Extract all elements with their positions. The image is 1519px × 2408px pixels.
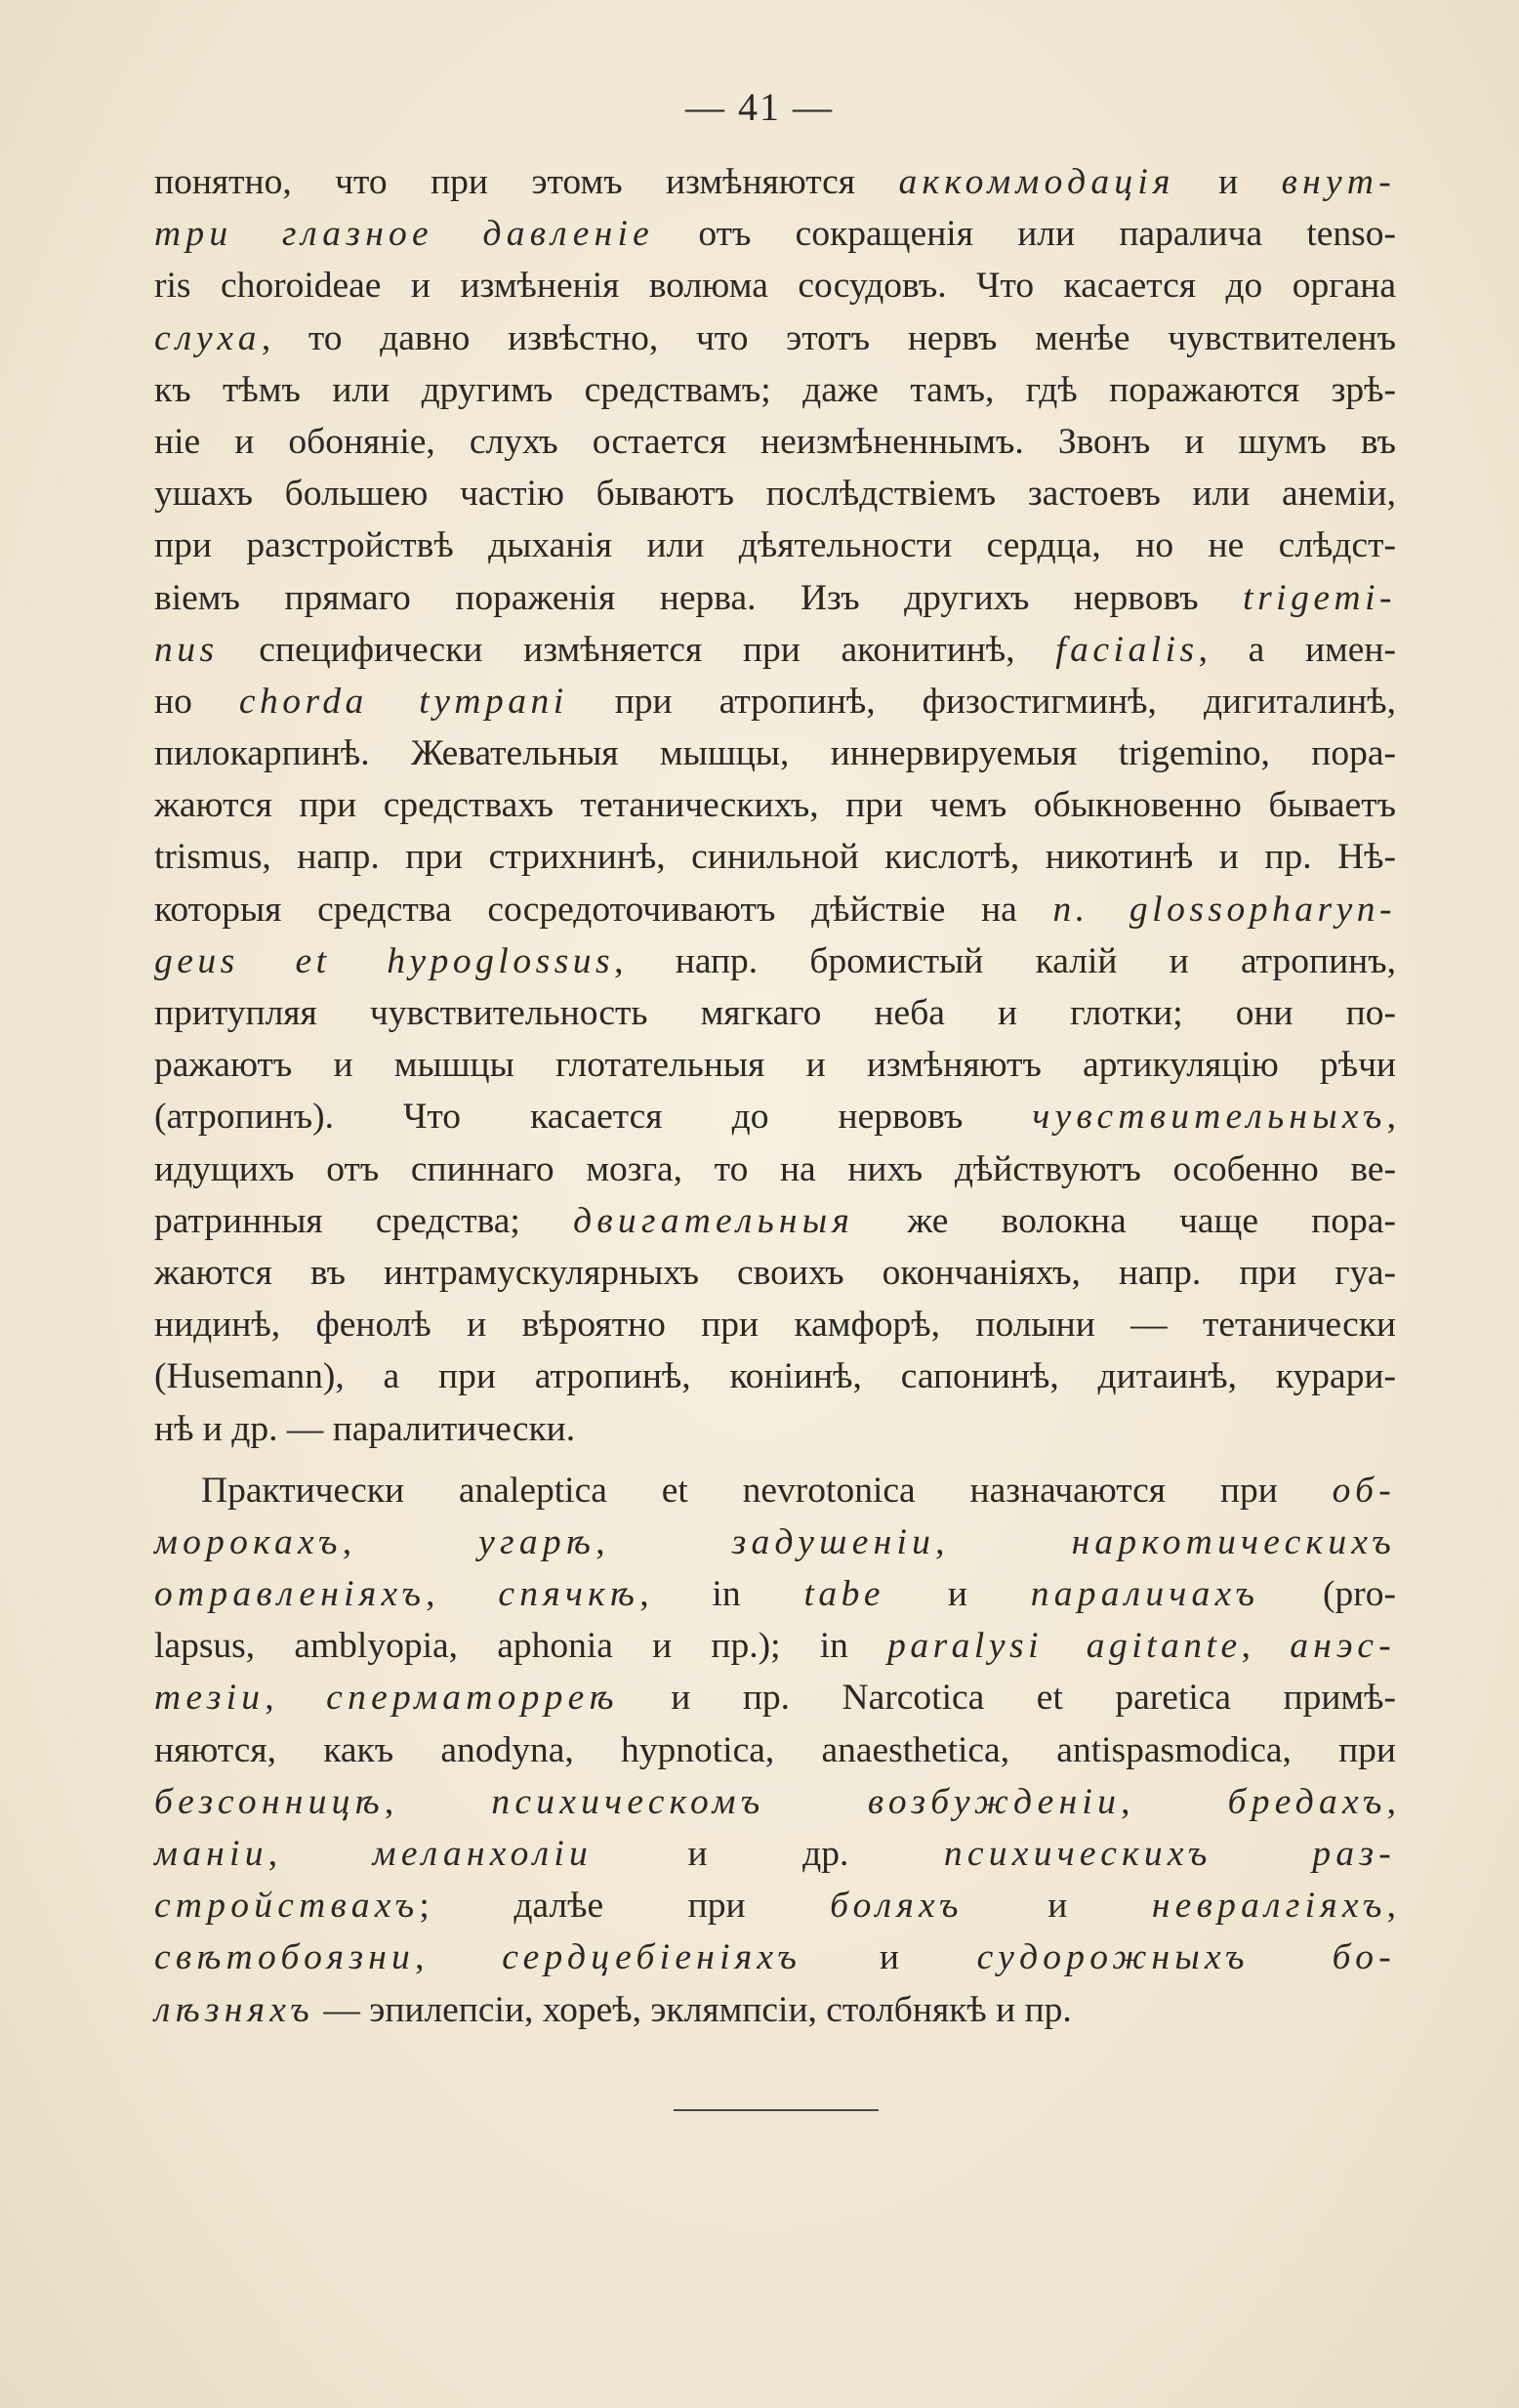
text-line (154, 1568, 1396, 1620)
text-run: , то давно извѣстно, что этотъ нервъ менѣе чувствителенъ (261, 317, 1396, 358)
text-line (154, 779, 1396, 831)
text-line (154, 1350, 1396, 1402)
section-end-rule (674, 2109, 879, 2111)
text-run: при атропинѣ, физостигминѣ, дигиталинѣ, (567, 681, 1396, 722)
emphasized-term: боляхъ (830, 1886, 964, 1927)
text-line (154, 884, 1396, 935)
text-line (154, 727, 1396, 779)
text-run: ; далѣе при (419, 1886, 831, 1927)
text-run: и (1174, 162, 1282, 202)
text-run: понятно, что при этомъ измѣняются (154, 162, 899, 202)
text-line (154, 572, 1396, 624)
text-run: но (154, 681, 239, 722)
text-line (154, 1880, 1396, 1931)
emphasized-term: tabe (803, 1574, 885, 1615)
text-line (154, 1143, 1396, 1195)
text-run: и пр. Narcotica et paretica примѣ- (618, 1678, 1396, 1719)
text-run: , (342, 1521, 479, 1562)
text-run: (pro- (1259, 1574, 1397, 1615)
emphasized-term: психическомъ возбужденіи (491, 1781, 1122, 1822)
text-run: , (426, 1574, 499, 1615)
text-line (154, 1931, 1396, 1983)
emphasized-term: внут- (1281, 162, 1396, 202)
text-run: ратринныя средства; (154, 1200, 574, 1241)
emphasized-term: n. glossopharyn- (1052, 889, 1396, 930)
text-line (154, 1403, 1396, 1455)
text-line (154, 1195, 1396, 1247)
emphasized-term: сперматорреѣ (326, 1678, 619, 1719)
text-run: ушахъ большею частію бываютъ послѣдствіемъ застоевъ или анеміи, (154, 474, 1396, 515)
emphasized-term: paralysi agitante (887, 1626, 1242, 1667)
text-run: ris choroideae и измѣненія волюма сосудовъ. Что касается до органа (154, 266, 1396, 307)
text-line (154, 1299, 1396, 1350)
text-line (154, 260, 1396, 311)
text-line (154, 1091, 1396, 1142)
text-run: къ тѣмъ или другимъ средствамъ; даже тамъ, гдѣ поражаются зрѣ- (154, 369, 1396, 410)
emphasized-term: бредахъ (1227, 1781, 1387, 1822)
emphasized-term: стройствахъ (154, 1886, 420, 1927)
text-run: , (1386, 1781, 1397, 1822)
text-line (154, 1039, 1396, 1091)
text-run: ражаютъ и мышцы глотательныя и измѣняютъ артикуляцію рѣчи (154, 1045, 1396, 1086)
page-number: — 41 — (685, 85, 834, 129)
text-run: притупляя чувствительность мягкаго неба и глотки; они по- (154, 993, 1396, 1033)
text-line (154, 987, 1396, 1039)
text-run: , (415, 1937, 503, 1978)
body-text (154, 156, 1396, 2036)
emphasized-term: морокахъ (154, 1521, 343, 1562)
text-run: , (265, 1678, 327, 1719)
emphasized-term: trigemi- (1243, 577, 1396, 618)
emphasized-term: facialis (1055, 629, 1199, 670)
emphasized-term: психическихъ раз- (943, 1834, 1397, 1874)
emphasized-term: задушеніи (731, 1521, 936, 1562)
text-run: , (384, 1781, 492, 1822)
text-run: ніе и обоняніе, слухъ остается неизмѣненнымъ. Звонъ и шумъ въ (154, 421, 1396, 462)
emphasized-term: чувствительныхъ (1032, 1097, 1387, 1138)
text-run: , (1121, 1781, 1228, 1822)
text-line (154, 624, 1396, 676)
emphasized-term: сердцебіеніяхъ (502, 1937, 802, 1978)
text-run: , напр. бромистый калій и атропинъ, (614, 940, 1396, 981)
text-line (154, 156, 1396, 208)
emphasized-term: отравленіяхъ (154, 1574, 427, 1615)
emphasized-term: слуха (154, 317, 262, 358)
text-run: Практически analeptica et nevrotonica назначаются при (201, 1470, 1333, 1511)
emphasized-term: chorda tympani (238, 681, 568, 722)
text-run: , (1386, 1886, 1396, 1927)
text-run: и (801, 1937, 977, 1978)
emphasized-term: безсонницѣ (154, 1781, 385, 1822)
text-line (154, 1516, 1396, 1568)
emphasized-term: спячкѣ (498, 1574, 640, 1615)
text-run: , (1386, 1097, 1396, 1138)
text-run: и (884, 1574, 1031, 1615)
text-run: нѣ и др. — паралитически. (154, 1408, 576, 1449)
text-run: нидинѣ, фенолѣ и вѣроятно при камфорѣ, полыни — тетанически (154, 1305, 1396, 1346)
emphasized-term: аккоммодація (898, 162, 1175, 202)
text-line (154, 468, 1396, 519)
text-line (154, 416, 1396, 468)
text-line (154, 1465, 1396, 1516)
emphasized-term: тезіи (154, 1678, 266, 1719)
text-run: при разстройствѣ дыханія или дѣятельности сердца, но не слѣдст- (154, 525, 1396, 566)
text-line (154, 1247, 1396, 1299)
text-line (154, 208, 1396, 260)
text-run: , (935, 1521, 1072, 1562)
emphasized-term: меланхоліи (372, 1834, 593, 1874)
text-run: которыя средства сосредоточиваютъ дѣйствіе на (154, 889, 1053, 930)
emphasized-term: geus et hypoglossus (154, 940, 615, 981)
text-run: (атропинъ). Что касается до нервовъ (154, 1097, 1033, 1138)
emphasized-term: лѣзняхъ (154, 1989, 314, 2030)
text-run: жаются въ интрамускулярныхъ своихъ окончаніяхъ, напр. при гуа- (154, 1252, 1396, 1293)
text-line (154, 1776, 1396, 1828)
text-run: trismus, напр. при стрихнинѣ, синильной кислотѣ, никотинѣ и пр. Нѣ- (154, 837, 1396, 878)
text-run: и (963, 1886, 1152, 1927)
emphasized-term: невралгіяхъ (1151, 1886, 1387, 1927)
emphasized-term: анэс- (1290, 1626, 1396, 1667)
text-run: пилокарпинѣ. Жевательныя мышцы, иннервируемыя trigemino, пора- (154, 733, 1396, 774)
emphasized-term: маніи (154, 1834, 268, 1874)
text-run: — эпилепсіи, хореѣ, эклямпсіи, столбнякѣ и пр. (313, 1989, 1072, 2030)
text-run: , (1241, 1626, 1291, 1667)
paragraph-2 (154, 1465, 1396, 2036)
text-line (154, 1984, 1396, 2036)
text-run: жаются при средствахъ тетаническихъ, при чемъ обыкновенно бываетъ (154, 785, 1396, 826)
text-line (154, 1672, 1396, 1723)
text-line (154, 831, 1396, 883)
text-run: специфически измѣняется при аконитинѣ, (218, 629, 1056, 670)
text-line (154, 519, 1396, 571)
emphasized-term: параличахъ (1030, 1574, 1260, 1615)
text-line (154, 1724, 1396, 1776)
emphasized-term: об- (1332, 1470, 1396, 1511)
text-run: , (595, 1521, 732, 1562)
emphasized-term: угарѣ (478, 1521, 596, 1562)
text-run: lapsus, amblyopia, aphonia и пр.); in (154, 1626, 888, 1667)
text-run: (Husemann), а при атропинѣ, коніинѣ, сапонинѣ, дитаинѣ, курари- (154, 1356, 1396, 1397)
text-line (154, 676, 1396, 727)
text-line (154, 364, 1396, 416)
emphasized-term: свѣтобоязни (154, 1937, 416, 1978)
text-line (154, 935, 1396, 987)
paragraph-1 (154, 156, 1396, 1455)
emphasized-term: судорожныхъ бо- (976, 1937, 1396, 1978)
text-run: , (267, 1834, 373, 1874)
text-line (154, 312, 1396, 364)
text-run: няются, какъ anodyna, hypnotica, anaesthetica, antispasmodica, при (154, 1729, 1396, 1770)
text-line (154, 1828, 1396, 1880)
text-run: , in (639, 1574, 804, 1615)
emphasized-term: двигательныя (573, 1200, 855, 1241)
text-run: идущихъ отъ спиннаго мозга, то на нихъ дѣйствуютъ особенно ве- (154, 1148, 1396, 1189)
emphasized-term: три глазное давленіе (154, 214, 655, 255)
emphasized-term: nus (154, 629, 219, 670)
text-run: отъ сокращенія или паралича tenso- (654, 214, 1397, 255)
text-run: віемъ прямаго пораженія нерва. Изъ другихъ нервовъ (154, 577, 1244, 618)
text-run: же волокна чаще пора- (854, 1200, 1396, 1241)
emphasized-term: наркотическихъ (1071, 1521, 1397, 1562)
text-run: , а имен- (1198, 629, 1396, 670)
text-line (154, 1620, 1396, 1672)
text-run: и др. (593, 1834, 944, 1874)
